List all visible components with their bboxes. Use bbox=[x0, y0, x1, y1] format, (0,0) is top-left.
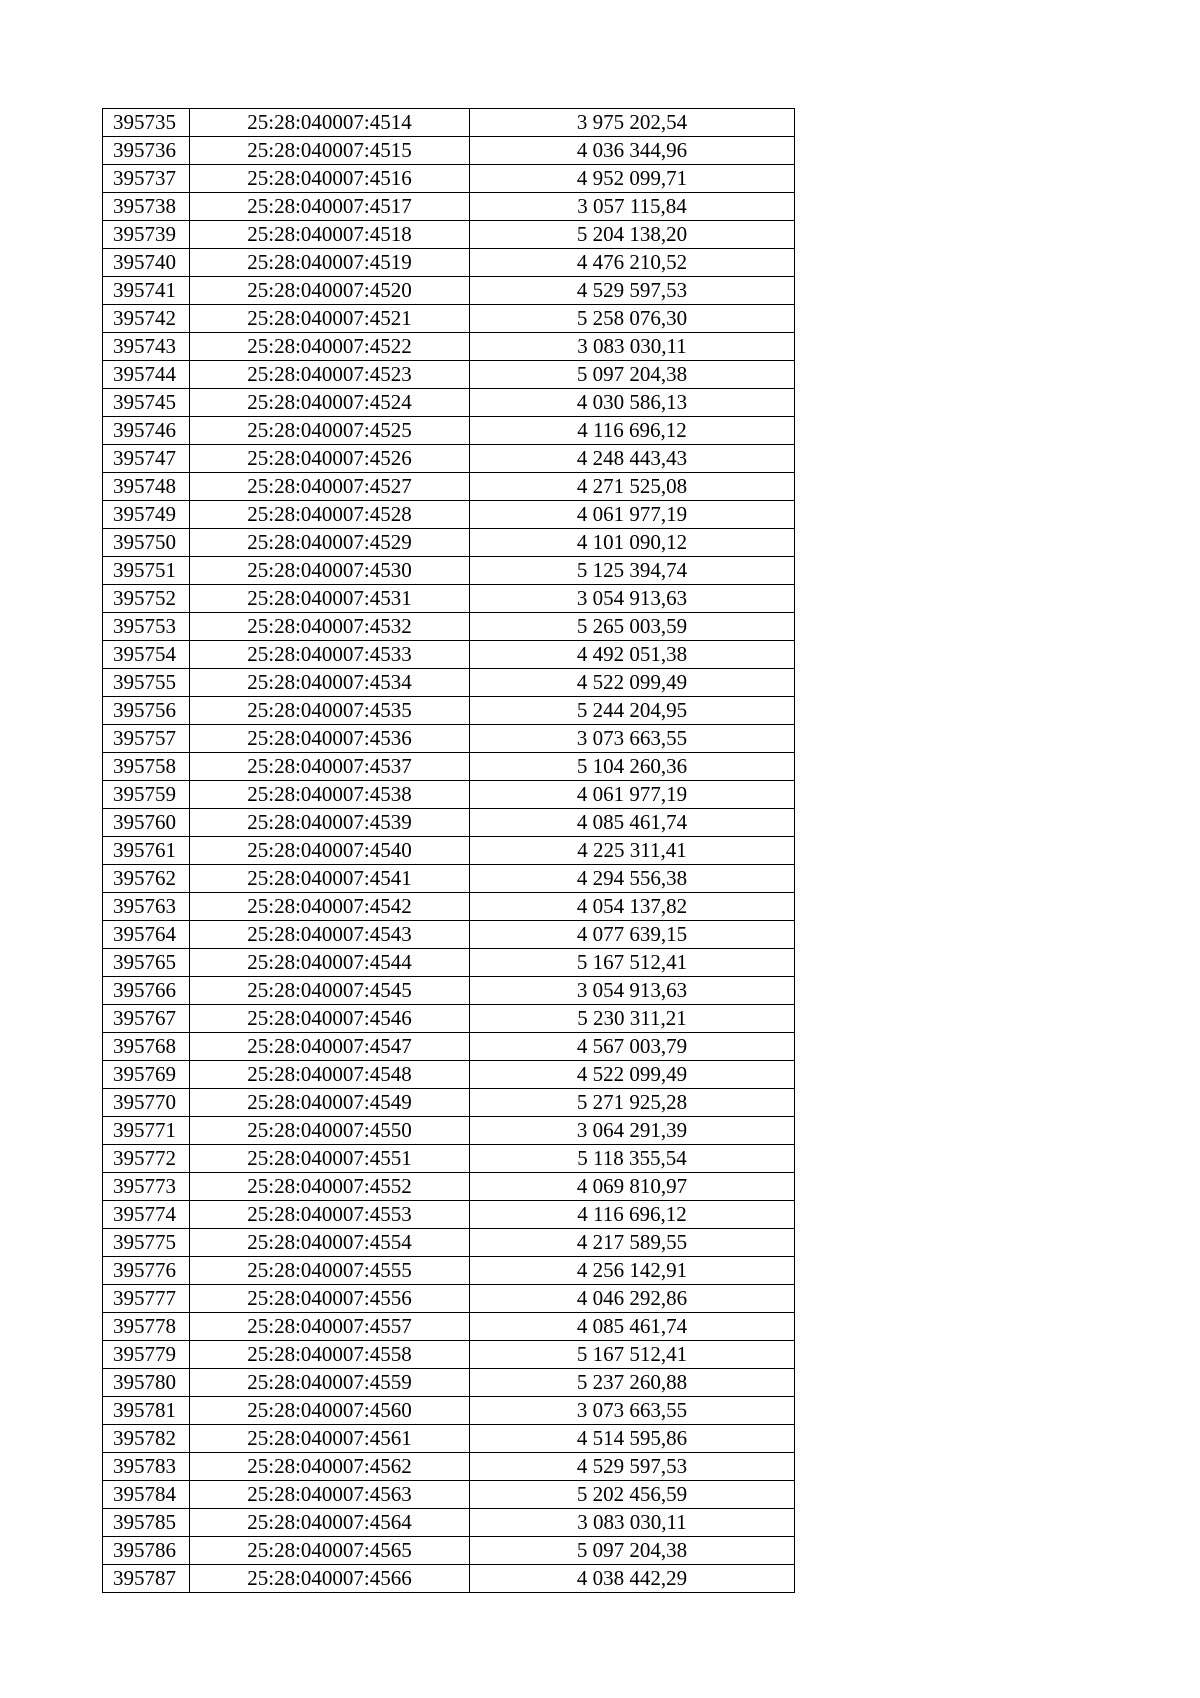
value-cell: 4 522 099,49 bbox=[470, 1061, 795, 1089]
value-cell: 4 492 051,38 bbox=[470, 641, 795, 669]
table-row bbox=[103, 501, 795, 529]
row-number-cell: 395772 bbox=[103, 1145, 190, 1173]
table-row bbox=[103, 1173, 795, 1201]
table-row bbox=[103, 725, 795, 753]
table-row bbox=[103, 1257, 795, 1285]
value-cell: 5 125 394,74 bbox=[470, 557, 795, 585]
cadastral-number-cell: 25:28:040007:4552 bbox=[190, 1173, 470, 1201]
row-number-cell: 395766 bbox=[103, 977, 190, 1005]
table-row bbox=[103, 1285, 795, 1313]
row-number-cell: 395784 bbox=[103, 1481, 190, 1509]
cadastral-number-cell: 25:28:040007:4532 bbox=[190, 613, 470, 641]
row-number-cell: 395741 bbox=[103, 277, 190, 305]
row-number-cell: 395780 bbox=[103, 1369, 190, 1397]
value-cell: 3 054 913,63 bbox=[470, 585, 795, 613]
row-number-cell: 395771 bbox=[103, 1117, 190, 1145]
table-row bbox=[103, 1061, 795, 1089]
cadastral-number-cell: 25:28:040007:4529 bbox=[190, 529, 470, 557]
table-row bbox=[103, 585, 795, 613]
cadastral-number-cell: 25:28:040007:4533 bbox=[190, 641, 470, 669]
cadastral-number-cell: 25:28:040007:4554 bbox=[190, 1229, 470, 1257]
row-number-cell: 395735 bbox=[103, 109, 190, 137]
cadastral-number-cell: 25:28:040007:4557 bbox=[190, 1313, 470, 1341]
value-cell: 3 064 291,39 bbox=[470, 1117, 795, 1145]
table-row bbox=[103, 865, 795, 893]
value-cell: 4 077 639,15 bbox=[470, 921, 795, 949]
row-number-cell: 395786 bbox=[103, 1537, 190, 1565]
row-number-cell: 395749 bbox=[103, 501, 190, 529]
value-cell: 4 036 344,96 bbox=[470, 137, 795, 165]
table-row bbox=[103, 249, 795, 277]
value-cell: 4 061 977,19 bbox=[470, 501, 795, 529]
row-number-cell: 395759 bbox=[103, 781, 190, 809]
table-row bbox=[103, 557, 795, 585]
value-cell: 5 244 204,95 bbox=[470, 697, 795, 725]
row-number-cell: 395768 bbox=[103, 1033, 190, 1061]
row-number-cell: 395779 bbox=[103, 1341, 190, 1369]
cadastral-number-cell: 25:28:040007:4520 bbox=[190, 277, 470, 305]
cadastral-number-cell: 25:28:040007:4551 bbox=[190, 1145, 470, 1173]
row-number-cell: 395774 bbox=[103, 1201, 190, 1229]
value-cell: 4 476 210,52 bbox=[470, 249, 795, 277]
value-cell: 5 258 076,30 bbox=[470, 305, 795, 333]
table-row bbox=[103, 109, 795, 137]
value-cell: 4 116 696,12 bbox=[470, 417, 795, 445]
table-row bbox=[103, 1201, 795, 1229]
row-number-cell: 395740 bbox=[103, 249, 190, 277]
row-number-cell: 395775 bbox=[103, 1229, 190, 1257]
value-cell: 5 265 003,59 bbox=[470, 613, 795, 641]
cadastral-number-cell: 25:28:040007:4542 bbox=[190, 893, 470, 921]
cadastral-number-cell: 25:28:040007:4526 bbox=[190, 445, 470, 473]
table-row bbox=[103, 389, 795, 417]
cadastral-number-cell: 25:28:040007:4528 bbox=[190, 501, 470, 529]
value-cell: 5 271 925,28 bbox=[470, 1089, 795, 1117]
value-cell: 5 118 355,54 bbox=[470, 1145, 795, 1173]
table-row bbox=[103, 781, 795, 809]
value-cell: 4 030 586,13 bbox=[470, 389, 795, 417]
value-cell: 4 061 977,19 bbox=[470, 781, 795, 809]
value-cell: 5 097 204,38 bbox=[470, 1537, 795, 1565]
row-number-cell: 395778 bbox=[103, 1313, 190, 1341]
cadastral-number-cell: 25:28:040007:4558 bbox=[190, 1341, 470, 1369]
table-row bbox=[103, 837, 795, 865]
value-cell: 3 083 030,11 bbox=[470, 1509, 795, 1537]
table-row bbox=[103, 753, 795, 781]
table-row bbox=[103, 921, 795, 949]
cadastral-number-cell: 25:28:040007:4550 bbox=[190, 1117, 470, 1145]
cadastral-number-cell: 25:28:040007:4539 bbox=[190, 809, 470, 837]
value-cell: 5 104 260,36 bbox=[470, 753, 795, 781]
row-number-cell: 395748 bbox=[103, 473, 190, 501]
cadastral-number-cell: 25:28:040007:4538 bbox=[190, 781, 470, 809]
row-number-cell: 395764 bbox=[103, 921, 190, 949]
row-number-cell: 395765 bbox=[103, 949, 190, 977]
cadastral-number-cell: 25:28:040007:4516 bbox=[190, 165, 470, 193]
value-cell: 5 204 138,20 bbox=[470, 221, 795, 249]
row-number-cell: 395751 bbox=[103, 557, 190, 585]
table-row bbox=[103, 1453, 795, 1481]
table-row bbox=[103, 137, 795, 165]
row-number-cell: 395769 bbox=[103, 1061, 190, 1089]
row-number-cell: 395763 bbox=[103, 893, 190, 921]
table-row bbox=[103, 893, 795, 921]
value-cell: 4 038 442,29 bbox=[470, 1565, 795, 1593]
table-row bbox=[103, 697, 795, 725]
value-cell: 3 083 030,11 bbox=[470, 333, 795, 361]
row-number-cell: 395770 bbox=[103, 1089, 190, 1117]
row-number-cell: 395750 bbox=[103, 529, 190, 557]
value-cell: 4 529 597,53 bbox=[470, 1453, 795, 1481]
table-row bbox=[103, 1565, 795, 1593]
value-cell: 4 054 137,82 bbox=[470, 893, 795, 921]
value-cell: 4 085 461,74 bbox=[470, 1313, 795, 1341]
cadastral-number-cell: 25:28:040007:4556 bbox=[190, 1285, 470, 1313]
value-cell: 5 167 512,41 bbox=[470, 1341, 795, 1369]
row-number-cell: 395758 bbox=[103, 753, 190, 781]
value-cell: 4 529 597,53 bbox=[470, 277, 795, 305]
row-number-cell: 395737 bbox=[103, 165, 190, 193]
cadastral-number-cell: 25:28:040007:4543 bbox=[190, 921, 470, 949]
table-row bbox=[103, 1481, 795, 1509]
table-row bbox=[103, 1033, 795, 1061]
table-row bbox=[103, 529, 795, 557]
value-cell: 4 522 099,49 bbox=[470, 669, 795, 697]
value-cell: 4 256 142,91 bbox=[470, 1257, 795, 1285]
value-cell: 4 567 003,79 bbox=[470, 1033, 795, 1061]
cadastral-number-cell: 25:28:040007:4553 bbox=[190, 1201, 470, 1229]
row-number-cell: 395739 bbox=[103, 221, 190, 249]
cadastral-number-cell: 25:28:040007:4531 bbox=[190, 585, 470, 613]
row-number-cell: 395785 bbox=[103, 1509, 190, 1537]
value-cell: 4 248 443,43 bbox=[470, 445, 795, 473]
table-row bbox=[103, 1425, 795, 1453]
value-cell: 3 073 663,55 bbox=[470, 1397, 795, 1425]
cadastral-number-cell: 25:28:040007:4548 bbox=[190, 1061, 470, 1089]
row-number-cell: 395742 bbox=[103, 305, 190, 333]
table-row bbox=[103, 669, 795, 697]
row-number-cell: 395781 bbox=[103, 1397, 190, 1425]
row-number-cell: 395782 bbox=[103, 1425, 190, 1453]
row-number-cell: 395744 bbox=[103, 361, 190, 389]
cadastral-number-cell: 25:28:040007:4521 bbox=[190, 305, 470, 333]
cadastral-number-cell: 25:28:040007:4564 bbox=[190, 1509, 470, 1537]
table-row bbox=[103, 1005, 795, 1033]
table-row bbox=[103, 949, 795, 977]
row-number-cell: 395743 bbox=[103, 333, 190, 361]
cadastral-number-cell: 25:28:040007:4522 bbox=[190, 333, 470, 361]
table-row bbox=[103, 1369, 795, 1397]
value-cell: 4 069 810,97 bbox=[470, 1173, 795, 1201]
value-cell: 4 514 595,86 bbox=[470, 1425, 795, 1453]
table-row bbox=[103, 613, 795, 641]
value-cell: 5 167 512,41 bbox=[470, 949, 795, 977]
value-cell: 4 085 461,74 bbox=[470, 809, 795, 837]
row-number-cell: 395757 bbox=[103, 725, 190, 753]
value-cell: 4 225 311,41 bbox=[470, 837, 795, 865]
cadastral-number-cell: 25:28:040007:4517 bbox=[190, 193, 470, 221]
cadastral-number-cell: 25:28:040007:4514 bbox=[190, 109, 470, 137]
row-number-cell: 395787 bbox=[103, 1565, 190, 1593]
table-row bbox=[103, 277, 795, 305]
data-table bbox=[102, 108, 795, 1593]
cadastral-number-cell: 25:28:040007:4544 bbox=[190, 949, 470, 977]
row-number-cell: 395745 bbox=[103, 389, 190, 417]
table-row bbox=[103, 305, 795, 333]
table-row bbox=[103, 165, 795, 193]
cadastral-number-cell: 25:28:040007:4563 bbox=[190, 1481, 470, 1509]
table-row bbox=[103, 1509, 795, 1537]
cadastral-number-cell: 25:28:040007:4534 bbox=[190, 669, 470, 697]
value-cell: 4 116 696,12 bbox=[470, 1201, 795, 1229]
cadastral-number-cell: 25:28:040007:4565 bbox=[190, 1537, 470, 1565]
table-row bbox=[103, 1145, 795, 1173]
value-cell: 4 217 589,55 bbox=[470, 1229, 795, 1257]
table-row bbox=[103, 221, 795, 249]
cadastral-number-cell: 25:28:040007:4546 bbox=[190, 1005, 470, 1033]
value-cell: 3 057 115,84 bbox=[470, 193, 795, 221]
row-number-cell: 395762 bbox=[103, 865, 190, 893]
value-cell: 4 046 292,86 bbox=[470, 1285, 795, 1313]
value-cell: 4 101 090,12 bbox=[470, 529, 795, 557]
value-cell: 5 097 204,38 bbox=[470, 361, 795, 389]
table-row bbox=[103, 1089, 795, 1117]
cadastral-number-cell: 25:28:040007:4530 bbox=[190, 557, 470, 585]
table-row bbox=[103, 1313, 795, 1341]
value-cell: 4 271 525,08 bbox=[470, 473, 795, 501]
row-number-cell: 395756 bbox=[103, 697, 190, 725]
row-number-cell: 395776 bbox=[103, 1257, 190, 1285]
row-number-cell: 395755 bbox=[103, 669, 190, 697]
cadastral-number-cell: 25:28:040007:4555 bbox=[190, 1257, 470, 1285]
value-cell: 4 952 099,71 bbox=[470, 165, 795, 193]
table-row bbox=[103, 1397, 795, 1425]
cadastral-number-cell: 25:28:040007:4559 bbox=[190, 1369, 470, 1397]
table-row bbox=[103, 333, 795, 361]
row-number-cell: 395760 bbox=[103, 809, 190, 837]
value-cell: 3 073 663,55 bbox=[470, 725, 795, 753]
value-cell: 3 054 913,63 bbox=[470, 977, 795, 1005]
table-row bbox=[103, 193, 795, 221]
row-number-cell: 395753 bbox=[103, 613, 190, 641]
cadastral-number-cell: 25:28:040007:4518 bbox=[190, 221, 470, 249]
cadastral-number-cell: 25:28:040007:4566 bbox=[190, 1565, 470, 1593]
row-number-cell: 395761 bbox=[103, 837, 190, 865]
row-number-cell: 395747 bbox=[103, 445, 190, 473]
table-row bbox=[103, 1117, 795, 1145]
value-cell: 5 230 311,21 bbox=[470, 1005, 795, 1033]
cadastral-number-cell: 25:28:040007:4549 bbox=[190, 1089, 470, 1117]
cadastral-number-cell: 25:28:040007:4547 bbox=[190, 1033, 470, 1061]
table-body bbox=[103, 109, 795, 1593]
row-number-cell: 395754 bbox=[103, 641, 190, 669]
cadastral-number-cell: 25:28:040007:4545 bbox=[190, 977, 470, 1005]
row-number-cell: 395738 bbox=[103, 193, 190, 221]
table-row bbox=[103, 417, 795, 445]
table-row bbox=[103, 445, 795, 473]
table-row bbox=[103, 1229, 795, 1257]
cadastral-number-cell: 25:28:040007:4525 bbox=[190, 417, 470, 445]
table-row bbox=[103, 473, 795, 501]
table-row bbox=[103, 809, 795, 837]
cadastral-number-cell: 25:28:040007:4560 bbox=[190, 1397, 470, 1425]
value-cell: 5 202 456,59 bbox=[470, 1481, 795, 1509]
table-row bbox=[103, 641, 795, 669]
row-number-cell: 395736 bbox=[103, 137, 190, 165]
value-cell: 4 294 556,38 bbox=[470, 865, 795, 893]
row-number-cell: 395783 bbox=[103, 1453, 190, 1481]
table-row bbox=[103, 1341, 795, 1369]
cadastral-number-cell: 25:28:040007:4515 bbox=[190, 137, 470, 165]
cadastral-number-cell: 25:28:040007:4540 bbox=[190, 837, 470, 865]
row-number-cell: 395777 bbox=[103, 1285, 190, 1313]
table-row bbox=[103, 361, 795, 389]
cadastral-number-cell: 25:28:040007:4519 bbox=[190, 249, 470, 277]
row-number-cell: 395746 bbox=[103, 417, 190, 445]
cadastral-number-cell: 25:28:040007:4535 bbox=[190, 697, 470, 725]
cadastral-number-cell: 25:28:040007:4562 bbox=[190, 1453, 470, 1481]
table-row bbox=[103, 1537, 795, 1565]
cadastral-number-cell: 25:28:040007:4523 bbox=[190, 361, 470, 389]
value-cell: 5 237 260,88 bbox=[470, 1369, 795, 1397]
row-number-cell: 395752 bbox=[103, 585, 190, 613]
cadastral-number-cell: 25:28:040007:4537 bbox=[190, 753, 470, 781]
cadastral-number-cell: 25:28:040007:4561 bbox=[190, 1425, 470, 1453]
value-cell: 3 975 202,54 bbox=[470, 109, 795, 137]
cadastral-number-cell: 25:28:040007:4527 bbox=[190, 473, 470, 501]
row-number-cell: 395773 bbox=[103, 1173, 190, 1201]
table-row bbox=[103, 977, 795, 1005]
cadastral-number-cell: 25:28:040007:4536 bbox=[190, 725, 470, 753]
row-number-cell: 395767 bbox=[103, 1005, 190, 1033]
cadastral-number-cell: 25:28:040007:4524 bbox=[190, 389, 470, 417]
cadastral-number-cell: 25:28:040007:4541 bbox=[190, 865, 470, 893]
